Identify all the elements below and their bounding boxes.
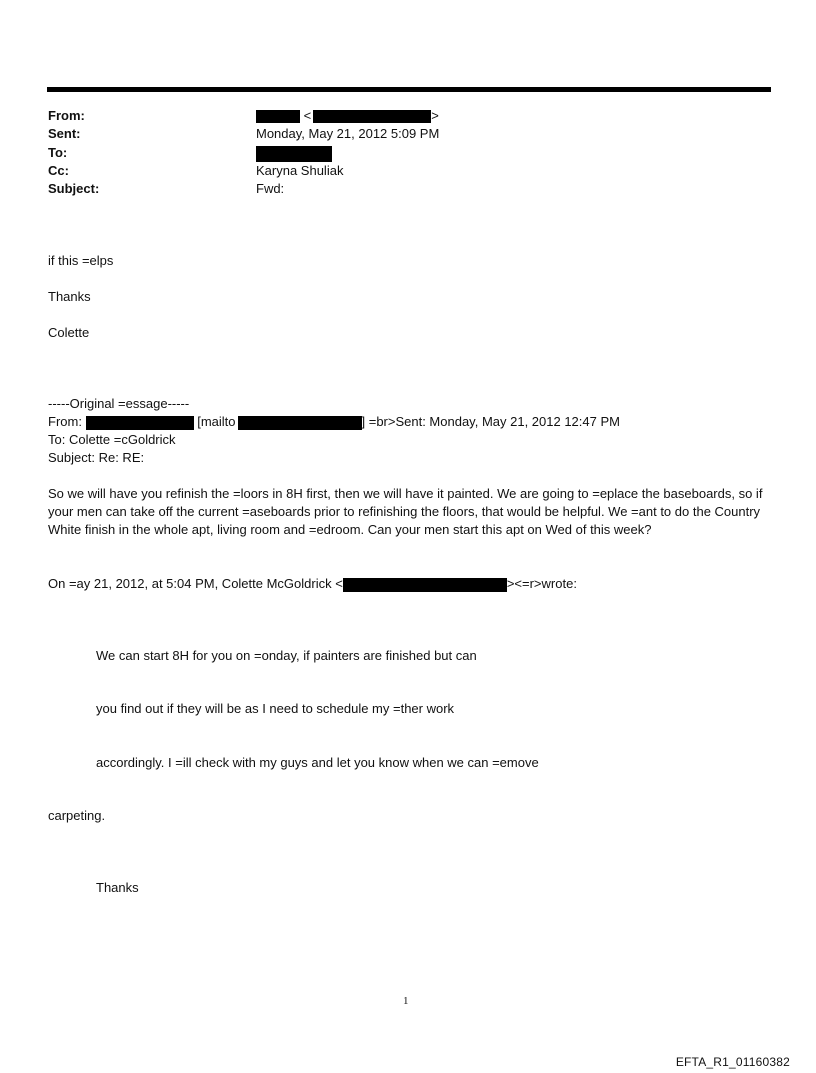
quoted-line: you find out if they will be as I need to schedule my =ther work xyxy=(96,701,455,716)
redaction-block xyxy=(313,110,431,123)
cc-label: Cc: xyxy=(48,163,69,178)
quote-attribution xyxy=(48,575,577,593)
original-divider: -----Original =essage----- xyxy=(48,396,190,411)
cc-value: Karyna Shuliak xyxy=(256,163,344,178)
quoted-line: accordingly. I =ill check with my guys and let you know when we can =emove xyxy=(96,755,539,770)
redaction-block xyxy=(343,578,507,592)
redaction-block xyxy=(238,416,362,430)
original-to-line: To: Colette =cGoldrick xyxy=(48,432,176,447)
message-thanks: Thanks xyxy=(48,289,91,304)
quoted-line: We can start 8H for you on =onday, if painters are finished but can xyxy=(96,648,477,663)
subject-label: Subject: xyxy=(48,181,100,196)
redaction-block xyxy=(256,146,332,162)
sent-label: Sent: xyxy=(48,126,81,141)
page-number: 1 xyxy=(403,995,409,1007)
header-rule xyxy=(47,87,771,92)
quote-prefix: On =ay 21, 2012, at 5:04 PM, Colette McGoldrick < xyxy=(48,576,343,591)
to-label: To: xyxy=(48,145,68,160)
from-value xyxy=(256,107,439,125)
original-body-paragraph: So we will have you refinish the =loors in 8H first, then we will have it painted. We are going to =eplace the baseboards, so if your men can take off the current =aseboards prior to refinishing the floors, that would be helpful. We =ant to do the Country White finish in the whole apt, living room and =edroom. Can your men start this apt on Wed of this week? xyxy=(48,486,763,537)
quoted-thanks: Thanks xyxy=(96,880,139,895)
quote-suffix: ><=r>wrote: xyxy=(506,576,577,591)
from-gt: > xyxy=(431,108,439,123)
subject-value: Fwd: xyxy=(256,181,285,196)
original-from-prefix: From: xyxy=(48,414,82,429)
message-line: if this =elps xyxy=(48,253,114,268)
redaction-block xyxy=(86,416,194,430)
message-signature: Colette xyxy=(48,325,90,340)
quoted-line: carpeting. xyxy=(48,808,106,823)
original-mailto-prefix: [mailto xyxy=(197,414,236,429)
original-from-line xyxy=(48,413,620,431)
bates-number: EFTA_R1_01160382 xyxy=(675,1055,790,1069)
from-label: From: xyxy=(48,108,85,123)
to-value xyxy=(256,144,332,162)
sent-value: Monday, May 21, 2012 5:09 PM xyxy=(256,126,440,141)
original-subject-line: Subject: Re: RE: xyxy=(48,450,145,465)
from-lt: < xyxy=(303,108,312,123)
redaction-block xyxy=(256,110,300,123)
original-sent-suffix: ] =br>Sent: Monday, May 21, 2012 12:47 PM xyxy=(361,414,620,429)
